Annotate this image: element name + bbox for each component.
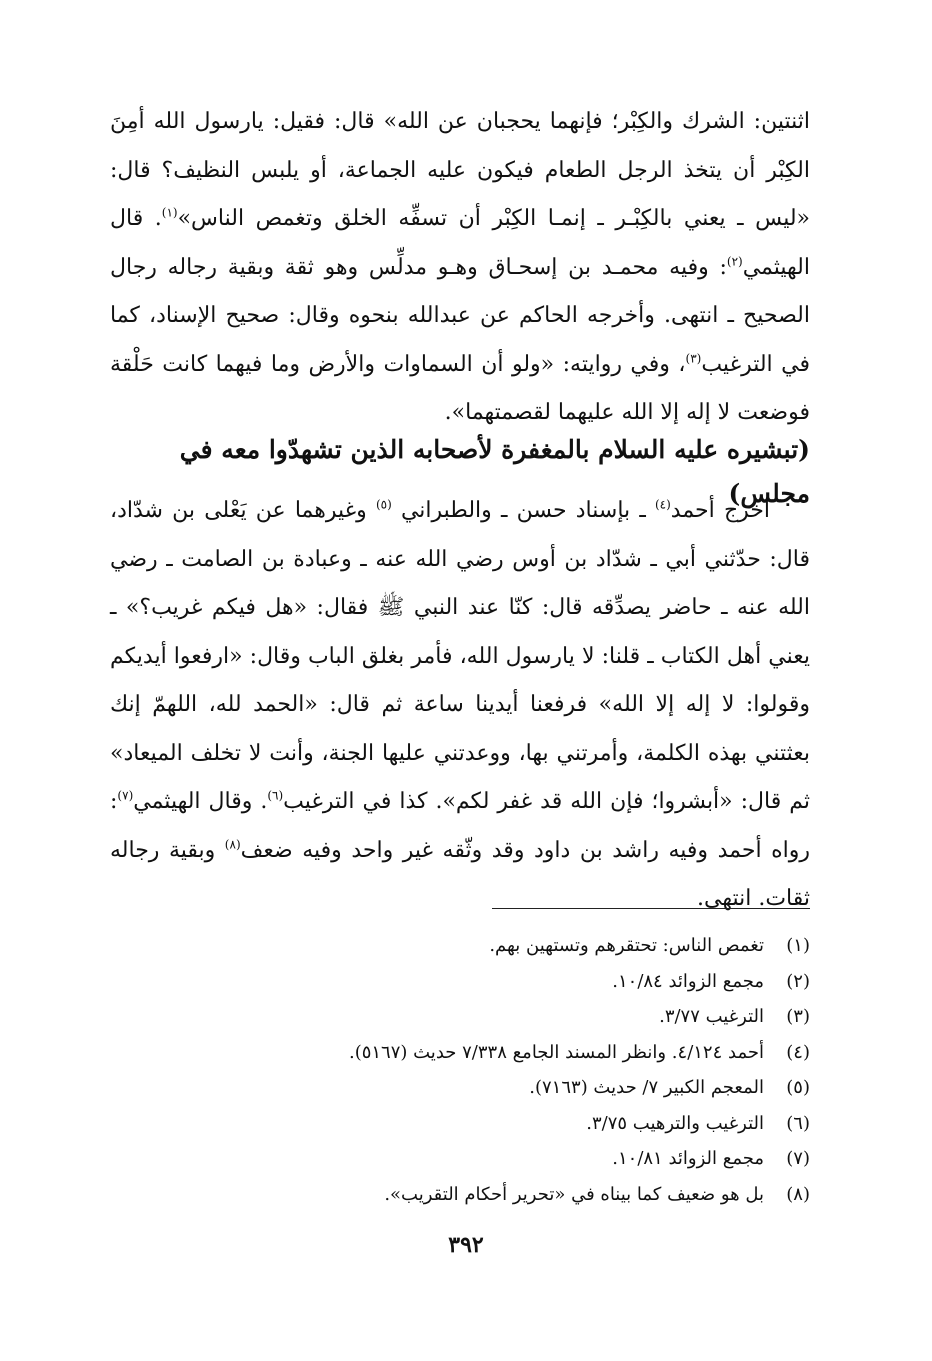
page-number: ٣٩٢ [448,1232,484,1258]
footnote-number: (٣) [786,1006,810,1027]
footnote-number: (٥) [786,1077,810,1098]
body-text: وغيرهما عن يَعْلى بن شدّاد، قال: حدّثني أبي ـ شدّاد بن أوس رضي الله عنه ـ وعبادة بن الصامت ـ رضي الله عنه ـ حاضر يصدِّقه قال: كنّا عند النبي ﷺ فقال: «هل فيكم غريب؟» ـ يعني أهل الكتاب ـ قلنا: لا يارسول الله، فأمر بغلق الباب وقال: «ارفعوا أيديكم وقولوا: لا إله إلا الله» فرفعنا أيدينا ساعة ثم قال: «الحمد لله، اللهمّ إنك بعثتني بهذه الكلمة، وأمرتني بها، ووعدتني عليها الجنة، وأنت لا تخلف الميعاد» ثم قال: «أبشروا؛ فإن الله قد غفر لكم». كذا في الترغيب [110,498,810,814]
footnote-text: أحمد ٤/١٢٤. وانظر المسند الجامع ٧/٣٣٨ حديث (٥١٦٧). [348,1041,764,1063]
footnotes-list [110,928,810,1212]
footnote-number: (٨) [786,1183,810,1205]
footnote-item [110,1177,810,1213]
footnote-ref: (٤) [654,497,671,512]
footnote-item [110,1070,810,1106]
footnote-ref: (٢) [726,254,743,269]
footnote-text: المعجم الكبير ٧/ حديث (٧١٦٣). [529,1077,764,1098]
footnote-ref: (١) [161,205,178,220]
body-text: : وفيه محمـد بن إسحـاق وهـو مدلِّس وهو ثقة وبقية رجاله رجال الصحيح ـ انتهى. وأخرجه الحاكم عن عبدالله بنحوه وقال: صحيح الإسناد، كما في الترغيب [110,254,811,377]
footnote-text: الترغيب ٣/٧٧. [659,1006,764,1027]
footnote-divider [492,908,810,909]
body-paragraph-1 [110,98,810,438]
footnote-ref: (٥) [375,497,392,512]
footnote-item [110,928,810,964]
footnote-ref: (٨) [224,837,241,852]
footnote-item [110,1141,810,1177]
footnote-text: الترغيب والترهيب ٣/٧٥. [586,1112,764,1134]
footnote-item [110,1035,810,1071]
footnote-text: مجمع الزوائد ١٠/٨٤. [612,970,764,992]
footnote-text: مجمع الزوائد ١٠/٨١. [612,1148,764,1169]
footnote-number: (٤) [786,1041,810,1063]
footnote-ref: (٧) [117,788,134,803]
footnote-number: (٧) [786,1148,810,1169]
footnote-number: (١) [786,935,810,956]
footnote-item [110,999,810,1035]
footnote-number: (٢) [786,970,810,992]
footnote-item [110,1106,810,1142]
footnote-text: بل هو ضعيف كما بيناه في «تحرير أحكام التقريب». [384,1183,764,1205]
body-text: اثنتين: الشرك والكِبْر؛ فإنهما يحجبان عن الله» قال: فقيل: يارسول الله أمِنَ الكِبْر أن يتخذ الرجل الطعام فيكون عليه الجماعة، أو يلبس النظيف؟ قال: «ليس ـ يعني بالكِبْـر ـ إنمـا الكِبْر أن تسفِّه الخلق وتغمص الناس» [110,109,810,231]
body-text: . قال الهيثمي [110,206,810,280]
footnote-number: (٦) [786,1112,810,1134]
body-text: : رواه أحمد وفيه راشد بن داود وقد وثّقه غير واحد وفيه ضعف [110,789,810,863]
body-text: . وقال الهيثمي [133,789,268,814]
body-text: اخرج أحمد [670,498,770,523]
footnote-item [110,964,810,1000]
body-text: وبقية رجاله ثقات. انتهى. [110,837,810,911]
footnote-ref: (٣) [685,351,702,366]
body-text: ، وفي روايته: «ولو أن السماوات والأرض وما فيهما كانت حَلْقة فوضعت لا إله إلا الله عليهما لقصمتهما». [110,351,810,425]
section-heading: (تبشيره عليه السلام بالمغفرة لأصحابه الذين تشهدّوا معه في مجلس) [179,435,810,508]
footnote-text: تغمص الناس: تحتقرهم وتستهين بهم. [489,935,764,956]
footnote-ref: (٦) [267,788,284,803]
body-paragraph-2 [110,487,810,924]
body-text: ـ بإسناد حسن ـ والطبراني [391,498,655,523]
